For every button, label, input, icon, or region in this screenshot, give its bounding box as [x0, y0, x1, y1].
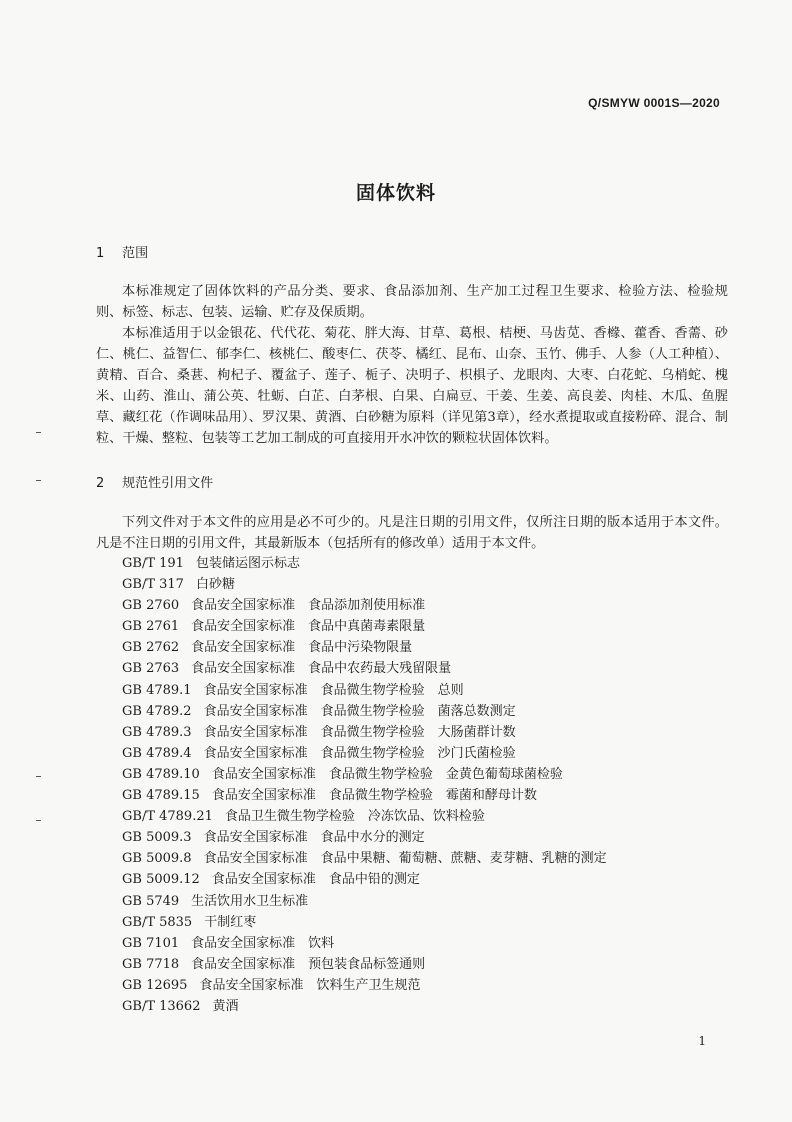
reference-title: 食品安全国家标准 食品微生物学检验 菌落总数测定 [203, 703, 516, 719]
reference-title: 食品安全国家标准 饮料生产卫生规范 [199, 977, 421, 993]
reference-code: GB/T 191 [122, 556, 184, 571]
reference-title: 白砂糖 [195, 577, 235, 593]
reference-item [122, 996, 607, 1017]
reference-title: 食品安全国家标准 预包装食品标签通则 [191, 956, 426, 972]
reference-title: 食品安全国家标准 饮料 [191, 935, 335, 951]
reference-item [122, 912, 607, 933]
reference-title: 食品安全国家标准 食品中农药最大残留限量 [191, 661, 452, 677]
reference-code: GB 5009.8 [122, 851, 192, 867]
reference-code: GB 4789.3 [122, 724, 192, 740]
reference-item [122, 869, 607, 890]
section-title: 范围 [122, 246, 149, 261]
reference-code: GB 2761 [122, 619, 180, 635]
section-title: 规范性引用文件 [122, 476, 214, 491]
page-number: 1 [698, 1034, 706, 1048]
scan-mark [36, 820, 41, 821]
scan-mark [36, 776, 41, 777]
reference-item [122, 785, 607, 806]
reference-title: 生活饮用水卫生标准 [191, 893, 309, 909]
reference-title: 食品安全国家标准 食品中果糖、葡萄糖、蔗糖、麦芽糖、乳糖的测定 [203, 851, 607, 867]
reference-code: GB 12695 [122, 977, 188, 993]
reference-code: GB 5009.3 [122, 830, 192, 846]
reference-item [122, 680, 607, 701]
reference-list [122, 553, 607, 1017]
reference-title: 食品卫生微生物学检验 冷冻饮品、饮料检验 [224, 809, 485, 825]
reference-code: GB 2760 [122, 598, 180, 614]
section-1-heading [96, 242, 148, 261]
reference-item [122, 827, 607, 848]
document-code: Q/SMYW 0001S—2020 [588, 96, 720, 110]
scan-mark [36, 480, 41, 481]
reference-item [122, 595, 607, 616]
document-title: 固体饮料 [355, 182, 436, 204]
reference-code: GB 4789.2 [122, 703, 192, 719]
reference-code: GB 4789.15 [122, 788, 200, 804]
reference-title: 黄酒 [212, 998, 239, 1014]
reference-code: GB 2762 [122, 640, 180, 656]
reference-title: 食品安全国家标准 食品微生物学检验 沙门氏菌检验 [203, 745, 516, 761]
reference-title: 食品安全国家标准 食品添加剂使用标准 [191, 598, 426, 614]
reference-code: GB 4789.10 [122, 766, 200, 782]
reference-title: 食品安全国家标准 食品中铅的测定 [211, 872, 420, 888]
reference-title: 食品安全国家标准 食品微生物学检验 霉菌和酵母计数 [211, 788, 537, 804]
reference-code: GB 4789.4 [122, 745, 192, 761]
reference-item [122, 933, 607, 954]
reference-code: GB 7718 [122, 956, 180, 972]
reference-code: GB 4789.1 [122, 682, 192, 698]
section-number: 1 [96, 246, 105, 261]
reference-item [122, 848, 607, 869]
reference-item [122, 806, 607, 827]
reference-item [122, 891, 607, 912]
reference-title: 食品安全国家标准 食品中水分的测定 [203, 830, 425, 846]
reference-code: GB/T 13662 [122, 998, 201, 1014]
scope-paragraph-1: 本标准规定了固体饮料的产品分类、要求、食品添加剂、生产加工过程卫生要求、检验方法、检验规则、标签、标志、包装、运输、贮存及保质期。 [96, 284, 728, 320]
reference-title: 食品安全国家标准 食品微生物学检验 金黄色葡萄球菌检验 [211, 766, 563, 782]
scan-mark [36, 432, 41, 433]
reference-item [122, 954, 607, 975]
reference-item [122, 701, 607, 722]
reference-title: 干制红枣 [204, 914, 257, 930]
reference-title: 食品安全国家标准 食品中真菌毒素限量 [191, 619, 426, 635]
reference-title: 食品安全国家标准 食品微生物学检验 大肠菌群计数 [203, 724, 516, 740]
reference-code: GB/T 317 [122, 577, 184, 593]
reference-code: GB 2763 [122, 661, 180, 677]
reference-code: GB 5009.12 [122, 872, 200, 888]
reference-code: GB/T 5835 [122, 914, 193, 930]
reference-item [122, 975, 607, 996]
section-2-heading [96, 472, 213, 491]
section-number: 2 [96, 476, 105, 491]
reference-item [122, 637, 607, 658]
reference-title: 食品安全国家标准 食品微生物学检验 总则 [203, 682, 464, 698]
reference-item [122, 574, 607, 595]
reference-item [122, 616, 607, 637]
references-intro: 下列文件对于本文件的应用是必不可少的。凡是注日期的引用文件，仅所注日期的版本适用于本文件。凡是不注日期的引用文件，其最新版本（包括所有的修改单）适用于本文件。 [96, 515, 728, 551]
reference-item [122, 722, 607, 743]
reference-item [122, 764, 607, 785]
reference-code: GB 5749 [122, 893, 180, 909]
reference-item [122, 553, 607, 574]
reference-item [122, 658, 607, 679]
scope-paragraph-2: 本标准适用于以金银花、代代花、菊花、胖大海、甘草、葛根、桔梗、马齿苋、香橼、藿香、香薷、砂仁、桃仁、益智仁、郁李仁、核桃仁、酸枣仁、茯苓、橘红、昆布、山奈、玉竹、佛手、人参（人工种植）、黄精、百合、桑葚、枸杞子、覆盆子、莲子、栀子、决明子、枳椇子、龙眼肉、大枣、白花蛇、乌梢蛇、槐米、山药、淮山、蒲公英、牡蛎、白芷、白茅根、白果、白扁豆、干姜、生姜、高良姜、肉桂、木瓜、鱼腥草、藏红花（作调味品用）、罗汉果、黄酒、白砂糖为原料（详见第3章），经水煮提取或直接粉碎、混合、制粒、干燥、整粒、包装等工艺加工制成的可直接用开水冲饮的颗粒状固体饮料。 [96, 326, 728, 446]
reference-title: 食品安全国家标准 食品中污染物限量 [191, 640, 413, 656]
reference-code: GB 7101 [122, 935, 180, 951]
reference-item [122, 743, 607, 764]
reference-title: 包装储运图示标志 [195, 556, 300, 571]
reference-code: GB/T 4789.21 [122, 809, 213, 825]
